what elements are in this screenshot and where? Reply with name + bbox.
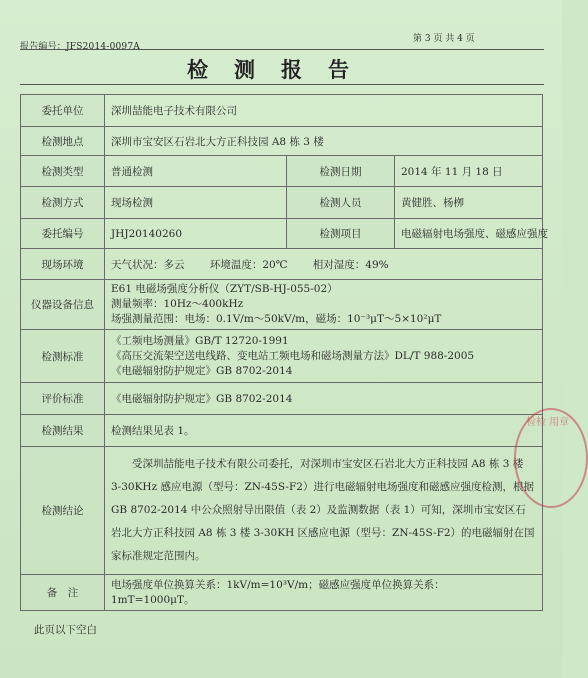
row-conclusion	[21, 447, 543, 575]
page-indicator: 第 3 页 共 4 页	[413, 34, 475, 44]
label-evaluation: 评价标准	[21, 383, 105, 415]
header-rule	[20, 49, 544, 50]
row-number	[21, 219, 543, 249]
row-instrument	[21, 280, 543, 330]
label-method: 检测方式	[21, 187, 105, 219]
row-client	[21, 95, 543, 127]
standard-line: 《高压交流架空送电线路、变电站工频电场和磁场测量方法》DL/T 988-2005	[111, 349, 475, 362]
title-rule	[20, 84, 544, 85]
remarks-line: 电场强度单位换算关系：1kV/m=10³V/m；磁感应强度单位换算关系：	[111, 578, 445, 591]
value-type: 普通检测	[105, 156, 287, 187]
row-environment	[21, 249, 543, 280]
label-standard: 检测标准	[21, 330, 105, 383]
label-client: 委托单位	[21, 95, 105, 127]
label-result: 检测结果	[21, 415, 105, 447]
label-type: 检测类型	[21, 156, 105, 187]
row-evaluation	[21, 383, 543, 415]
value-client: 深圳喆能电子技术有限公司	[105, 95, 543, 127]
label-conclusion: 检测结论	[21, 447, 105, 575]
weather-text: 天气状况：多云	[111, 258, 185, 271]
report-number: 报告编号：JFS2014-0097A	[20, 42, 140, 52]
label-instrument: 仪器设备信息	[21, 280, 105, 330]
label-location: 检测地点	[21, 127, 105, 156]
standard-line: 《工频电场测量》GB/T 12720-1991	[111, 334, 289, 347]
row-standard	[21, 330, 543, 383]
value-standard	[105, 330, 543, 383]
value-inspector: 黄健胜、杨栁	[395, 187, 543, 219]
value-number: JHJ20140260	[105, 219, 287, 249]
value-item: 电磁辐射电场强度、磁感应强度	[395, 219, 543, 249]
row-type	[21, 156, 543, 187]
instrument-line: E61 电磁场强度分析仪（ZYT/SB-HJ-055-02）	[111, 283, 338, 295]
value-instrument	[105, 280, 543, 330]
remarks-line: 1mT=1000μT。	[111, 593, 195, 606]
official-seal-stamp	[514, 408, 588, 508]
row-method	[21, 187, 543, 219]
conclusion-text: 受深圳喆能电子技术有限公司委托，对深圳市宝安区石岩北大方正科技园 A8 栋 3 楼 3-30KHz 感应电源（型号：ZN-45S-F2）进行电磁辐射电场强度和磁感应强度检测，根据 GB 8702-2014 中公众照射导出限值（表 2）及监测数据（表 1）可知，深圳市宝安区石岩北大方正科技园 A8 栋 3 楼 3-30KH 区感应电源（型号：ZN-45S-F2）的电磁辐射在国家标准规定范围内。	[111, 458, 535, 562]
standard-line: 《电磁辐射防护规定》GB 8702-2014	[111, 364, 293, 377]
value-conclusion	[105, 447, 543, 575]
stamp-text: 检检 用章	[526, 417, 570, 428]
label-item: 检测项目	[287, 219, 395, 249]
value-method: 现场检测	[105, 187, 287, 219]
instrument-line: 场强测量范围：电场：0.1V/m～50kV/m，磁场：10⁻³μT～5×10²μT	[111, 313, 442, 325]
row-location	[21, 127, 543, 156]
row-remarks	[21, 575, 543, 611]
label-environment: 现场环境	[21, 249, 105, 280]
value-location: 深圳市宝安区石岩北大方正科技园 A8 栋 3 楼	[105, 127, 543, 156]
humidity-text: 相对湿度：49%	[312, 258, 389, 271]
row-result	[21, 415, 543, 447]
label-number: 委托编号	[21, 219, 105, 249]
label-remarks: 备 注	[21, 575, 105, 611]
value-date: 2014 年 11 月 18 日	[395, 156, 543, 187]
value-environment	[105, 249, 543, 280]
temperature-text: 环境温度：20℃	[209, 258, 288, 271]
label-inspector: 检测人员	[287, 187, 395, 219]
value-remarks	[105, 575, 543, 611]
page-title: 检测报告	[187, 57, 375, 82]
label-date: 检测日期	[287, 156, 395, 187]
instrument-line: 测量频率：10Hz～400kHz	[111, 298, 244, 310]
value-evaluation: 《电磁辐射防护规定》GB 8702-2014	[105, 383, 543, 415]
end-of-page-note: 此页以下空白	[34, 624, 97, 636]
value-result: 检测结果见表 1。	[105, 415, 543, 447]
